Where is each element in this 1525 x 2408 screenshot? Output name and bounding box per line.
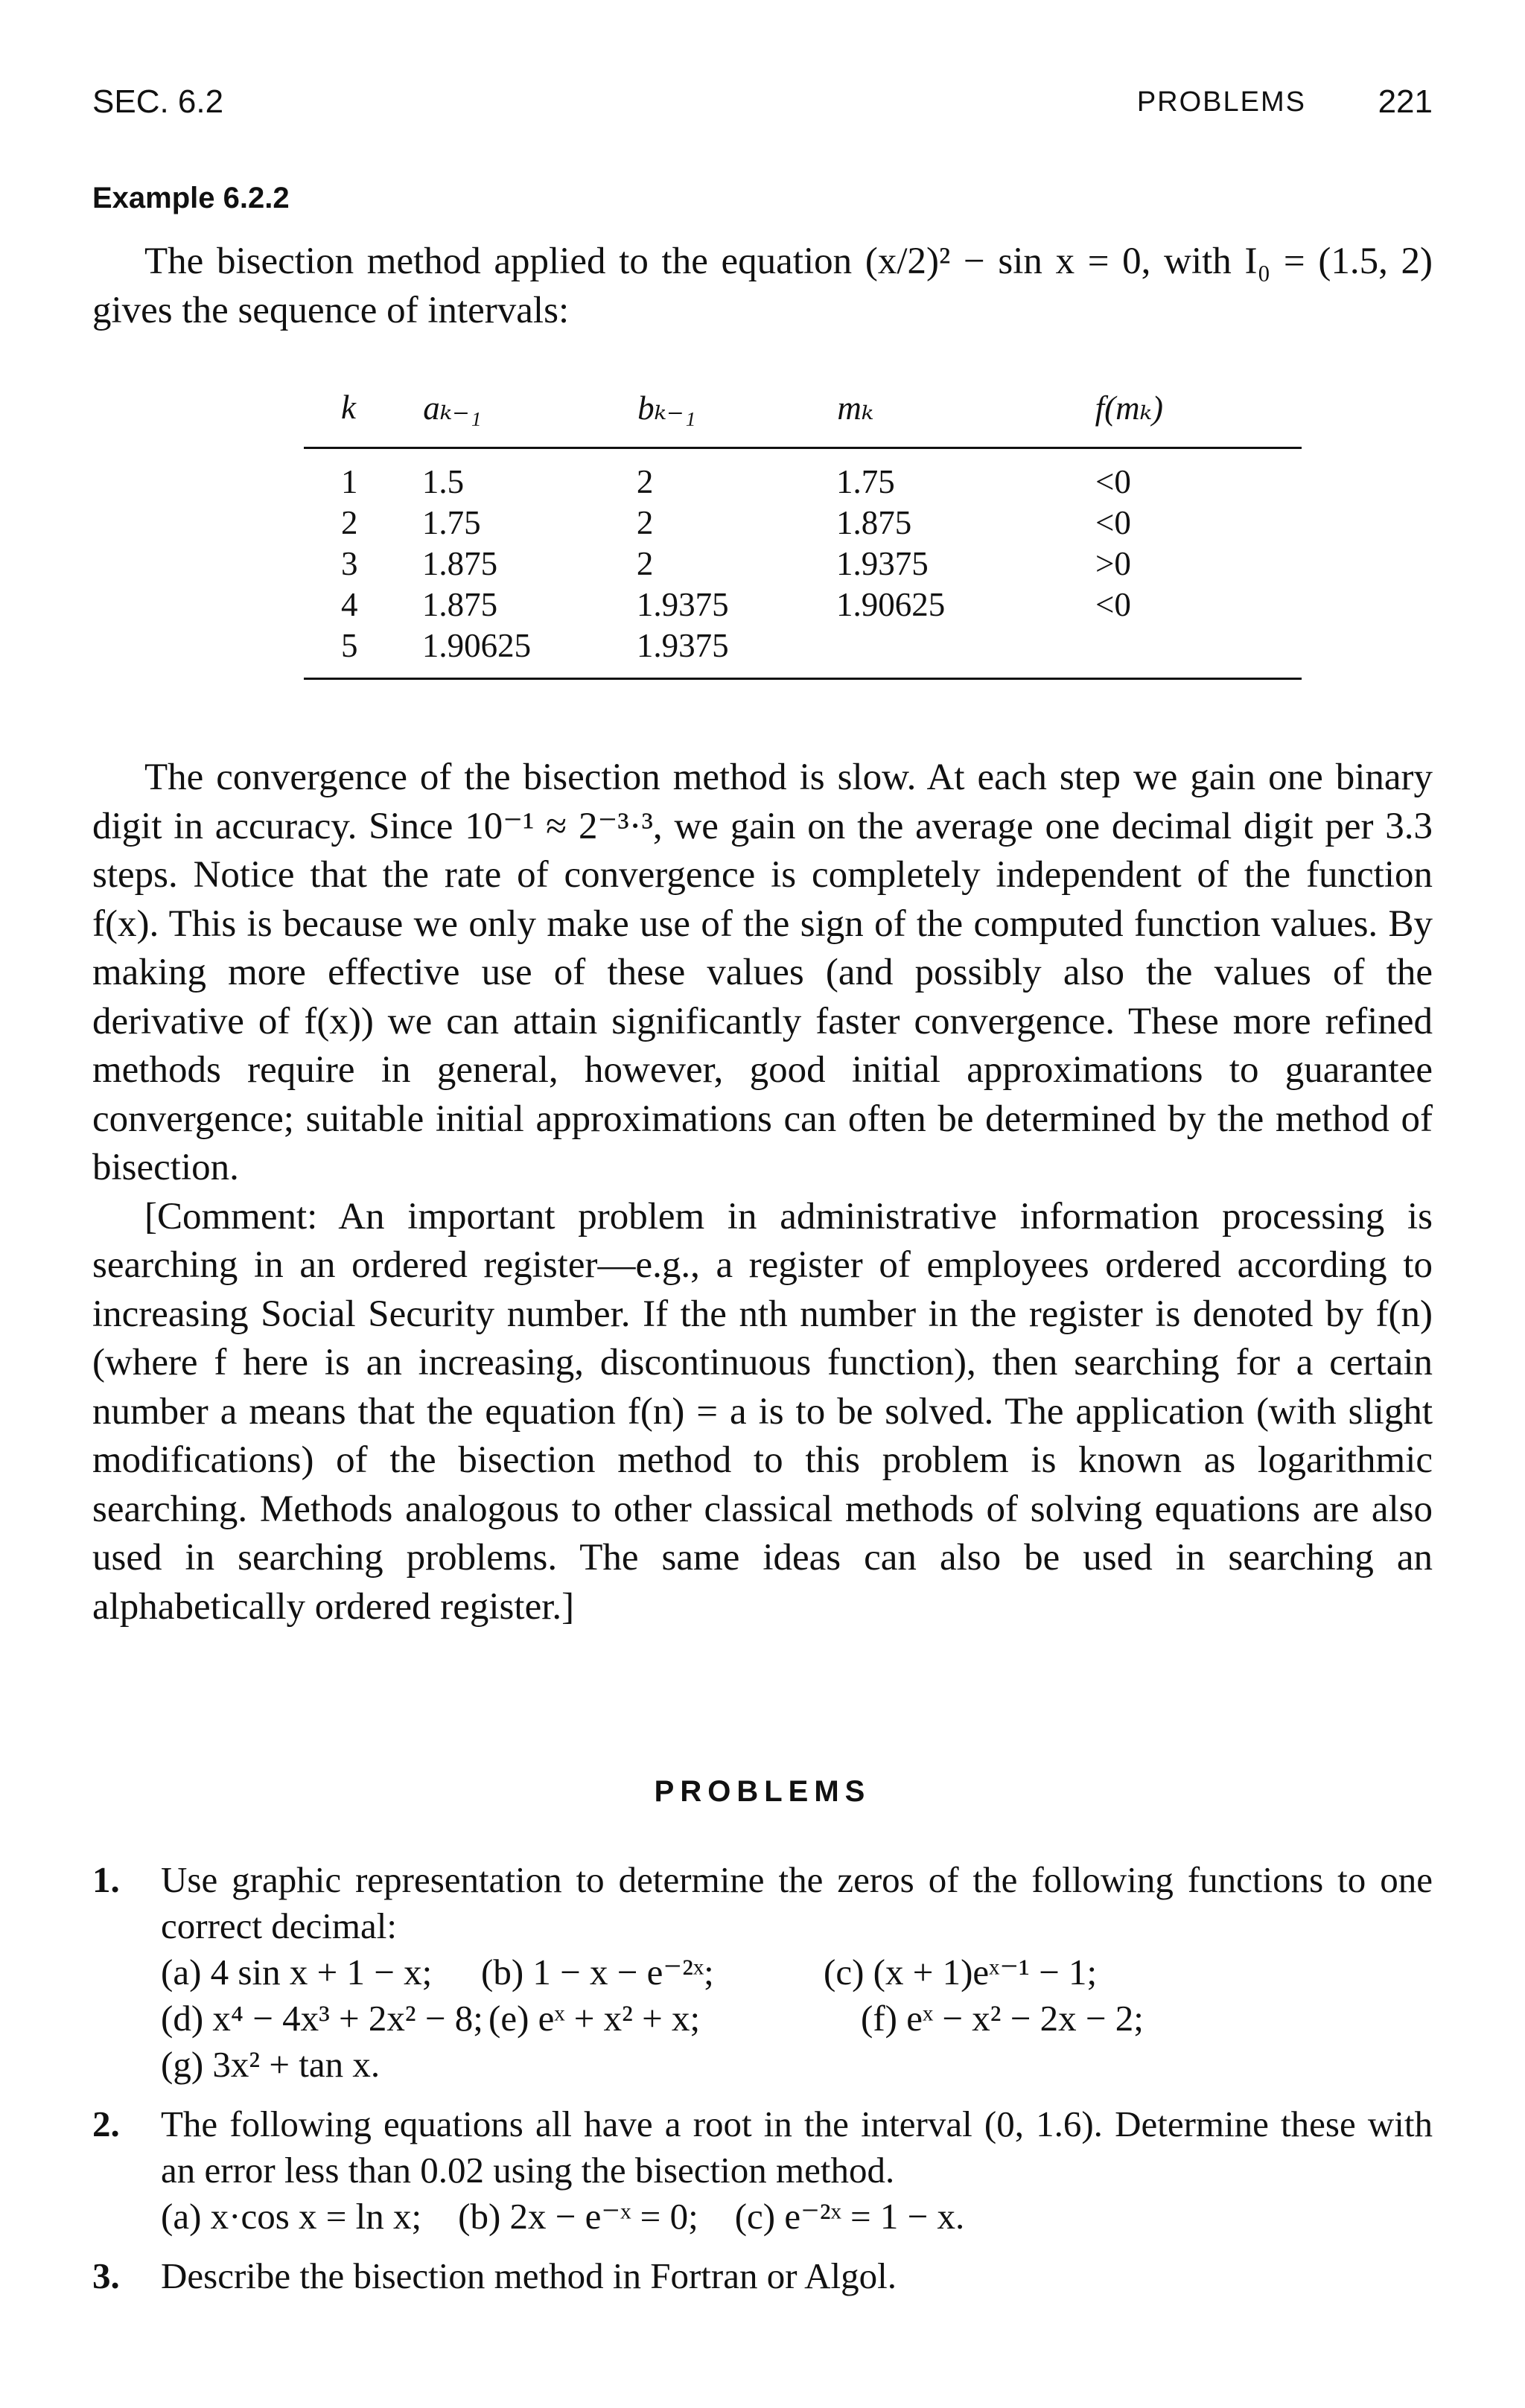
problem-item: (b) 2x − e⁻ˣ = 0;: [458, 2196, 698, 2237]
table-cell: >0: [1095, 545, 1131, 582]
table-row: [304, 462, 1302, 503]
header-b: bₖ₋₁: [637, 389, 696, 427]
table-cell: [836, 626, 1051, 667]
table-cell: 1.9375: [636, 586, 729, 623]
table-cell: 1.875: [835, 504, 912, 541]
problem-item: (f) eˣ − x² − 2x − 2;: [861, 1998, 1144, 2039]
problems-list: [92, 1857, 1433, 2313]
problem-number: 3.: [92, 2255, 120, 2296]
table-cell: 5: [341, 627, 358, 664]
example-intro-text: The bisection method applied to the equation (x/2)² − sin x = 0, with I₀ = (1.5, 2) gives the sequence of intervals:: [92, 241, 1433, 331]
problem-1: [92, 1857, 1433, 2088]
problem-text: The following equations all have a root in the interval (0, 1.6). Determine these with an error less than 0.02 using the bisection method.: [161, 2103, 1433, 2191]
table-bottom-rule: [304, 678, 1302, 680]
table-cell: 2: [341, 504, 358, 541]
paragraph-convergence: The convergence of the bisection method is slow. At each step we gain one binary digit in accuracy. Since 10⁻¹ ≈ 2⁻³·³, we gain on the average one decimal digit per 3.3 steps. Notice that the rate of convergence is completely independent of the function f(x). This is because we only make use of the sign of the computed function values. By making more effective use of these values (and possibly also the values of the derivative of f(x)) we can attain significantly faster convergence. These more refined methods require in general, however, good initial approximations to guarantee convergence; suitable initial approximations can often be determined by the method of bisection.: [92, 757, 1433, 1188]
table-cell: 4: [341, 586, 358, 623]
body-text: [92, 754, 1433, 1631]
table-top-rule: [304, 447, 1302, 449]
table-cell: 1.90625: [421, 627, 532, 664]
paragraph-comment: [Comment: An important problem in administrative information processing is searching in an ordered register—e.g., a register of employees ordered according to increasing Social Security number. If the nth number in the register is denoted by f(n) (where f here is an increasing, discontinuous function), then searching for a certain number a means that the equation f(n) = a is to be solved. The application (with slight modifications) of the bisection method to this problem is known as logarithmic searching. Methods analogous to other classical methods of solving equations are also used in searching problems. The same ideas can also be used in searching an alphabetically ordered register.]: [92, 1195, 1433, 1628]
header-a: aₖ₋₁: [423, 389, 482, 427]
table-cell: <0: [1095, 504, 1131, 541]
table-cell: 2: [636, 545, 654, 582]
header-title: PROBLEMS: [1136, 86, 1306, 118]
running-header: [92, 83, 1433, 128]
table-row: [304, 626, 1302, 667]
problem-text: Use graphic representation to determine the zeros of the following functions to one correct decimal:: [161, 1859, 1433, 1946]
table-cell: 2: [636, 463, 654, 500]
problem-item: (e) eˣ + x² + x;: [488, 1998, 701, 2039]
table-row: [304, 544, 1302, 585]
table-cell: 1.90625: [835, 586, 946, 623]
problem-items: [161, 1949, 1433, 1995]
problem-items: [161, 2194, 1433, 2240]
problem-number: 1.: [92, 1859, 120, 1900]
page-number: 221: [1378, 83, 1433, 120]
problem-item: (a) 4 sin x + 1 − x;: [161, 1952, 433, 1993]
header-k: k: [341, 389, 356, 426]
problem-2: [92, 2101, 1433, 2240]
bisection-table: [304, 387, 1302, 680]
problem-item: (c) (x + 1)eˣ⁻¹ − 1;: [824, 1952, 1098, 1993]
table-row: [304, 585, 1302, 626]
table-cell: 1.9375: [835, 545, 929, 582]
table-row: [304, 503, 1302, 544]
header-m: mₖ: [837, 389, 874, 427]
table-cell: 1.875: [421, 545, 498, 582]
problem-item: (a) x·cos x = ln x;: [161, 2196, 422, 2237]
problems-heading: PROBLEMS: [654, 1775, 871, 1808]
table-cell: 1.875: [421, 586, 498, 623]
table-cell: 3: [341, 545, 358, 582]
problem-number: 2.: [92, 2103, 120, 2144]
problem-item: (g) 3x² + tan x.: [161, 2044, 381, 2085]
table-cell: 1.9375: [636, 627, 729, 664]
problem-item: (d) x⁴ − 4x³ + 2x² − 8;: [161, 1998, 483, 2039]
header-f: f(mₖ): [1095, 389, 1164, 427]
example-intro: [92, 237, 1433, 335]
section-label: SEC. 6.2: [92, 83, 224, 120]
table-cell: <0: [1095, 586, 1131, 623]
problem-3: [92, 2253, 1433, 2299]
table-cell: 1.75: [835, 463, 895, 500]
problem-item: (c) e⁻²ˣ = 1 − x.: [734, 2196, 965, 2237]
problem-item: (b) 1 − x − e⁻²ˣ;: [481, 1952, 714, 1993]
table-cell: 1.5: [421, 463, 465, 500]
table-cell: 1.75: [421, 504, 481, 541]
problem-items: [161, 2042, 1433, 2088]
table-cell: [1051, 626, 1302, 667]
problem-text: Describe the bisection method in Fortran or Algol.: [161, 2255, 897, 2296]
table-cell: 2: [636, 504, 654, 541]
table-cell: 1: [341, 463, 358, 500]
problem-items: [161, 1995, 1433, 2042]
table-header-row: [304, 387, 1302, 447]
table-cell: <0: [1095, 463, 1131, 500]
example-heading: Example 6.2.2: [92, 182, 290, 214]
